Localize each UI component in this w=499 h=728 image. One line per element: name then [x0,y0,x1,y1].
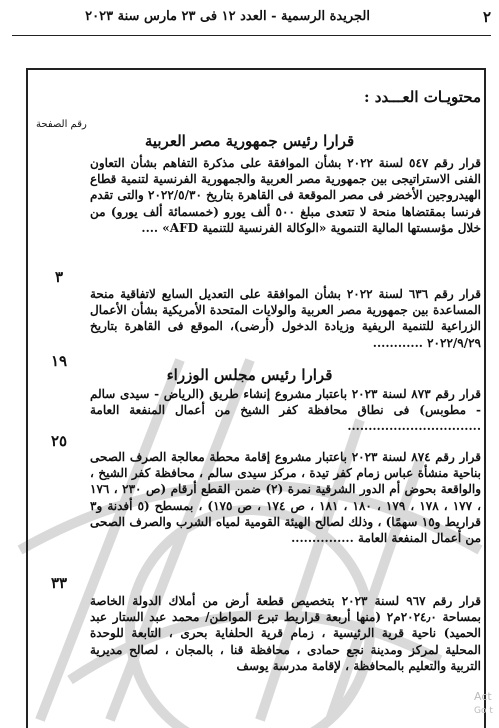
decree-entry: قرار رقم ٥٤٧ لسنة ٢٠٢٢ بشأن الموافقة على مذكرة التفاهم بشأن التعاون الفنى الاستراتيجى بين جمهورية مصر العربية والجمهورية الفرنسية لتنمية قطاع الهيدروجين الأخضر فى مصر الموقعة فى القاهرة بتاريخ ٢٠٢٢/٥/٣٠ والتى تقدم فرنسا بمقتضاها منحة لا تتعدى مبلغ ٥٠٠ ألف يورو (خمسمائة ألف يورو) من خلال مؤسستها المالية التنموية «الوكالة الفرنسية للتنمية AFD» .... [90,156,481,235]
contents-title: محتويـات العـــدد : [364,88,481,106]
decree-entry: قرار رقم ٨٧٤ لسنة ٢٠٢٣ باعتبار مشروع إقامة محطة معالجة الصرف الصحى بناحية منشأة عباس زمام كفر تيدة ، مركز سيدى سالم ، محافظة كفر الشيخ ، والواقعة بحوض أم الدور الشرقية نمرة (٢) ضمن القطع أرقام (ص ٢٣٠ ، ١٧٦ ، ١٧٧ ، ١٧٨ ، ١٧٩ ، ١٨٠ ، ١٨١ ، ص ١٧٤ ، ص ١٧٥) ، بمسطح (٥ أفدنة و٣ قراريط و١٥ سهمًا) ، وذلك لصالح الهيئة القومية لمياه الشرب والصرف الصحى من أعمال المنفعة العامة ............... [90,450,482,546]
section-heading-prime-minister: قرارا رئيس مجلس الوزراء [166,366,333,384]
entry-page-number: ٣٣ [50,574,68,592]
os-activation-notice: Act [474,690,492,703]
entry-page-number: ٢٥ [50,432,68,450]
header-page-number: ٢ [482,8,491,26]
header-divider [12,35,491,36]
decree-entry: قرار رقم ٦٣٦ لسنة ٢٠٢٢ بشأن الموافقة على التعديل السابع لاتفاقية منحة المساعدة بين جمهورية مصر العربية والولايات المتحدة الأمريكية بشأن الأعمال الزراعية للتنمية الريفية وزيادة الدخول (أرضى)، الموقع فى القاهرة بتاريخ ٢٠٢٢/٩/٢٩ ............ [90,287,482,350]
os-activation-link[interactable]: Go t [474,706,493,716]
header-title: الجريدة الرسمية - العدد ١٢ فى ٢٣ مارس سنة ٢٠٢٣ [85,9,370,24]
decree-entry: قرار رقم ٩٦٧ لسنة ٢٠٢٣ بتخصيص قطعة أرض من أملاك الدولة الخاصة بمساحة ٢٠٢٤٫٠م٢ (منها أربعة قراريط تبرع المواطن/ محمد عبد الستار عبد الحميد) ناحية قرية الرئيسية ، زمام قرية الحلفاية بحرى ، التابعة للوحدة المحلية لمركز ومدينة نجع حمادى ، محافظة قنا ، بالمجان ، لصالح مديرية التربية والتعليم بالمحافظة ، لإقامة مدرسة يوسف [90,594,482,673]
entry-page-number: ٣ [54,268,64,286]
page-header [0,0,499,36]
page-column-label: رقم الصفحة [36,119,87,130]
section-heading-president: قرارا رئيس جمهورية مصر العربية [144,132,355,150]
decree-entry: قرار رقم ٨٧٣ لسنة ٢٠٢٣ باعتبار مشروع إنشاء طريق (الرياض - سيدى سالم - مطوبس) فى نطاق محافظة كفر الشيخ من أعمال المنفعة العامة ................................ [90,387,482,434]
entry-page-number: ١٩ [50,352,68,370]
